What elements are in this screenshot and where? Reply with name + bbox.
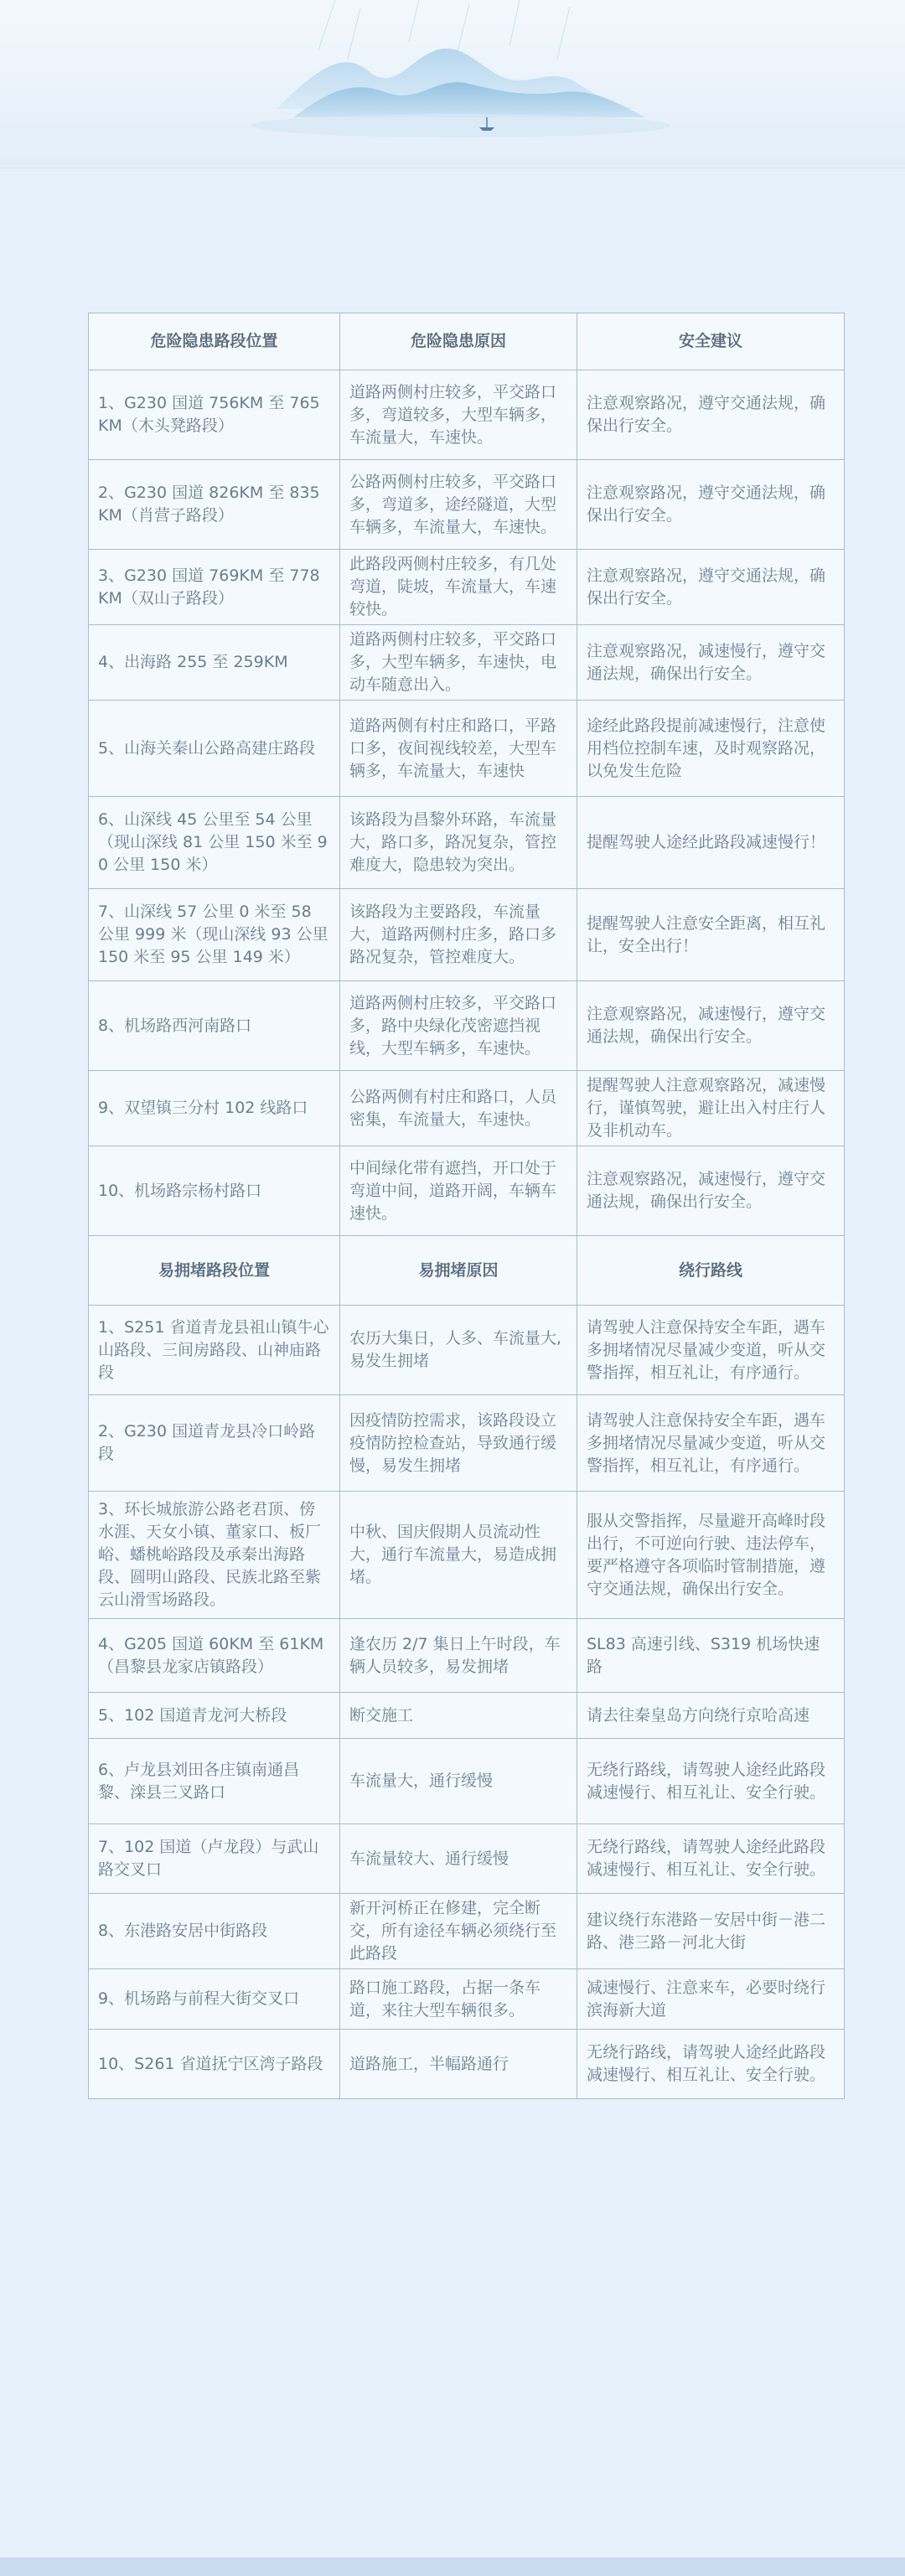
advice-cell: 注意观察路况，遵守交通法规，确保出行安全。 [577,370,845,460]
location-cell: 10、S261 省道抚宁区湾子路段 [89,2030,340,2099]
advice-cell: 请驾驶人注意保持安全车距，遇车多拥堵情况尽量减少变道，听从交警指挥，相互礼让，有序通行。 [577,1395,845,1492]
advice-cell: 提醒驾驶人途经此路段减速慢行！ [577,797,845,889]
header-banner [0,0,905,168]
location-cell: 3、环长城旅游公路老君顶、傍水涯、天女小镇、董家口、板厂峪、蟠桃峪路段及承秦出海路段、圆明山路段、民族北路至紫云山滑雪场路段。 [89,1492,340,1619]
location-cell: 6、山深线 45 公里至 54 公里（现山深线 81 公里 150 米至 90 公里 150 米） [89,797,340,889]
location-cell: 9、机场路与前程大街交叉口 [89,1969,340,2030]
reason-cell: 此路段两侧村庄较多，有几处弯道，陡坡，车流量大，车速较快。 [340,550,577,625]
table-row [89,889,845,981]
reason-cell: 该路段为主要路段，车流量大，道路两侧村庄多，路口多路况复杂，管控难度大。 [340,889,577,981]
advice-cell: 建议绕行东港路－安居中街－港二路、港三路－河北大街 [577,1894,845,1969]
table-row [89,370,845,460]
reason-cell: 公路两侧村庄较多，平交路口多，弯道多，途经隧道，大型车辆多，车流量大，车速快。 [340,460,577,550]
column-header: 易拥堵路段位置 [89,1236,340,1306]
reason-cell: 因疫情防控需求，该路段设立疫情防控检查站，导致通行缓慢，易发生拥堵 [340,1395,577,1492]
location-cell: 7、山深线 57 公里 0 米至 58 公里 999 米（现山深线 93 公里 150 米至 95 公里 149 米） [89,889,340,981]
reason-cell: 车流量大，通行缓慢 [340,1739,577,1824]
location-cell: 1、G230 国道 756KM 至 765KM（木头凳路段） [89,370,340,460]
advice-cell: 途经此路段提前减速慢行，注意使用档位控制车速，及时观察路况，以免发生危险 [577,701,845,797]
reason-cell: 道路两侧有村庄和路口，平路口多，夜间视线较差，大型车辆多，车流量大，车速快 [340,701,577,797]
table-row [89,1619,845,1693]
advice-cell: 注意观察路况，遵守交通法规，确保出行安全。 [577,550,845,625]
advice-cell: 无绕行路线，请驾驶人途经此路段减速慢行、相互礼让、安全行驶。 [577,1824,845,1894]
reason-cell: 新开河桥正在修建，完全断交，所有途径车辆必须绕行至此路段 [340,1894,577,1969]
advice-cell: 注意观察路况，减速慢行，遵守交通法规，确保出行安全。 [577,981,845,1071]
reason-cell: 断交施工 [340,1693,577,1739]
reason-cell: 农历大集日，人多、车流量大,易发生拥堵 [340,1306,577,1395]
table-row [89,1146,845,1236]
location-cell: 7、102 国道（卢龙段）与武山路交叉口 [89,1824,340,1894]
location-cell: 1、S251 省道青龙县祖山镇牛心山路段、三间房路段、山神庙路段 [89,1306,340,1395]
location-cell: 8、机场路西河南路口 [89,981,340,1071]
table-row [89,1894,845,1969]
location-cell: 8、东港路安居中街路段 [89,1894,340,1969]
table-row [89,1306,845,1395]
location-cell: 9、双望镇三分村 102 线路口 [89,1071,340,1146]
table-row [89,550,845,625]
table-row [89,1071,845,1146]
reason-cell: 该路段为昌黎外环路，车流量大，路口多，路况复杂，管控难度大，隐患较为突出。 [340,797,577,889]
column-header: 安全建议 [577,313,845,370]
advice-cell: 无绕行路线，请驾驶人途经此路段减速慢行、相互礼让、安全行驶。 [577,2030,845,2099]
table-row [89,981,845,1071]
reason-cell: 道路施工，半幅路通行 [340,2030,577,2099]
advice-cell: SL83 高速引线、S319 机场快速路 [577,1619,845,1693]
column-header: 危险隐患路段位置 [89,313,340,370]
reason-cell: 道路两侧村庄较多，平交路口多，大型车辆多，车速快，电动车随意出入。 [340,625,577,701]
table-row [89,2030,845,2099]
table-row [89,1824,845,1894]
column-header: 绕行路线 [577,1236,845,1306]
advice-cell: 服从交警指挥，尽量避开高峰时段出行，不可逆向行驶、违法停车，要严格遵守各项临时管制措施，遵守交通法规，确保出行安全。 [577,1492,845,1619]
table-row [89,701,845,797]
table-row [89,797,845,889]
advice-cell: 提醒驾驶人注意观察路况，减速慢行，谨慎驾驶，避让出入村庄行人及非机动车。 [577,1071,845,1146]
reason-cell: 道路两侧村庄较多，平交路口多，弯道较多，大型车辆多，车流量大，车速快。 [340,370,577,460]
hazard-table-header-row [89,313,845,370]
reason-cell: 逢农历 2/7 集日上午时段，车辆人员较多，易发拥堵 [340,1619,577,1693]
location-cell: 5、102 国道青龙河大桥段 [89,1693,340,1739]
location-cell: 4、G205 国道 60KM 至 61KM（昌黎县龙家店镇路段） [89,1619,340,1693]
reason-cell: 车流量较大、通行缓慢 [340,1824,577,1894]
advice-cell: 请去往秦皇岛方向绕行京哈高速 [577,1693,845,1739]
advice-cell: 提醒驾驶人注意安全距离，相互礼让，安全出行！ [577,889,845,981]
reason-cell: 路口施工路段，占据一条车道，来往大型车辆很多。 [340,1969,577,2030]
traffic-info-table [88,313,844,2099]
table-row [89,1492,845,1619]
location-cell: 4、出海路 255 至 259KM [89,625,340,701]
column-header: 危险隐患原因 [340,313,577,370]
table-row [89,1739,845,1824]
location-cell: 3、G230 国道 769KM 至 778KM（双山子路段） [89,550,340,625]
column-header: 易拥堵原因 [340,1236,577,1306]
table-row [89,1395,845,1492]
table-row [89,1969,845,2030]
reason-cell: 道路两侧村庄较多，平交路口多，路中央绿化茂密遮挡视线，大型车辆多，车速快。 [340,981,577,1071]
advice-cell: 注意观察路况，减速慢行，遵守交通法规，确保出行安全。 [577,1146,845,1236]
reason-cell: 中秋、国庆假期人员流动性大，通行车流量大，易造成拥堵。 [340,1492,577,1619]
reason-cell: 中间绿化带有遮挡，开口处于弯道中间，道路开阔，车辆车速快。 [340,1146,577,1236]
mountain-landscape-icon [0,0,905,168]
reason-cell: 公路两侧有村庄和路口，人员密集，车流量大，车速快。 [340,1071,577,1146]
table-row [89,625,845,701]
advice-cell: 减速慢行、注意来车，必要时绕行滨海新大道 [577,1969,845,2030]
advice-cell: 注意观察路况，遵守交通法规，确保出行安全。 [577,460,845,550]
advice-cell: 注意观察路况，减速慢行，遵守交通法规，确保出行安全。 [577,625,845,701]
footer-bar [0,2558,905,2576]
table-row [89,1693,845,1739]
advice-cell: 请驾驶人注意保持安全车距，遇车多拥堵情况尽量减少变道，听从交警指挥，相互礼让，有序通行。 [577,1306,845,1395]
location-cell: 10、机场路宗杨村路口 [89,1146,340,1236]
location-cell: 6、卢龙县刘田各庄镇南通昌黎、滦县三叉路口 [89,1739,340,1824]
location-cell: 2、G230 国道 826KM 至 835KM（肖营子路段） [89,460,340,550]
table-row [89,460,845,550]
congestion-table-header-row [89,1236,845,1306]
location-cell: 2、G230 国道青龙县冷口岭路段 [89,1395,340,1492]
location-cell: 5、山海关秦山公路高建庄路段 [89,701,340,797]
advice-cell: 无绕行路线，请驾驶人途经此路段减速慢行、相互礼让、安全行驶。 [577,1739,845,1824]
